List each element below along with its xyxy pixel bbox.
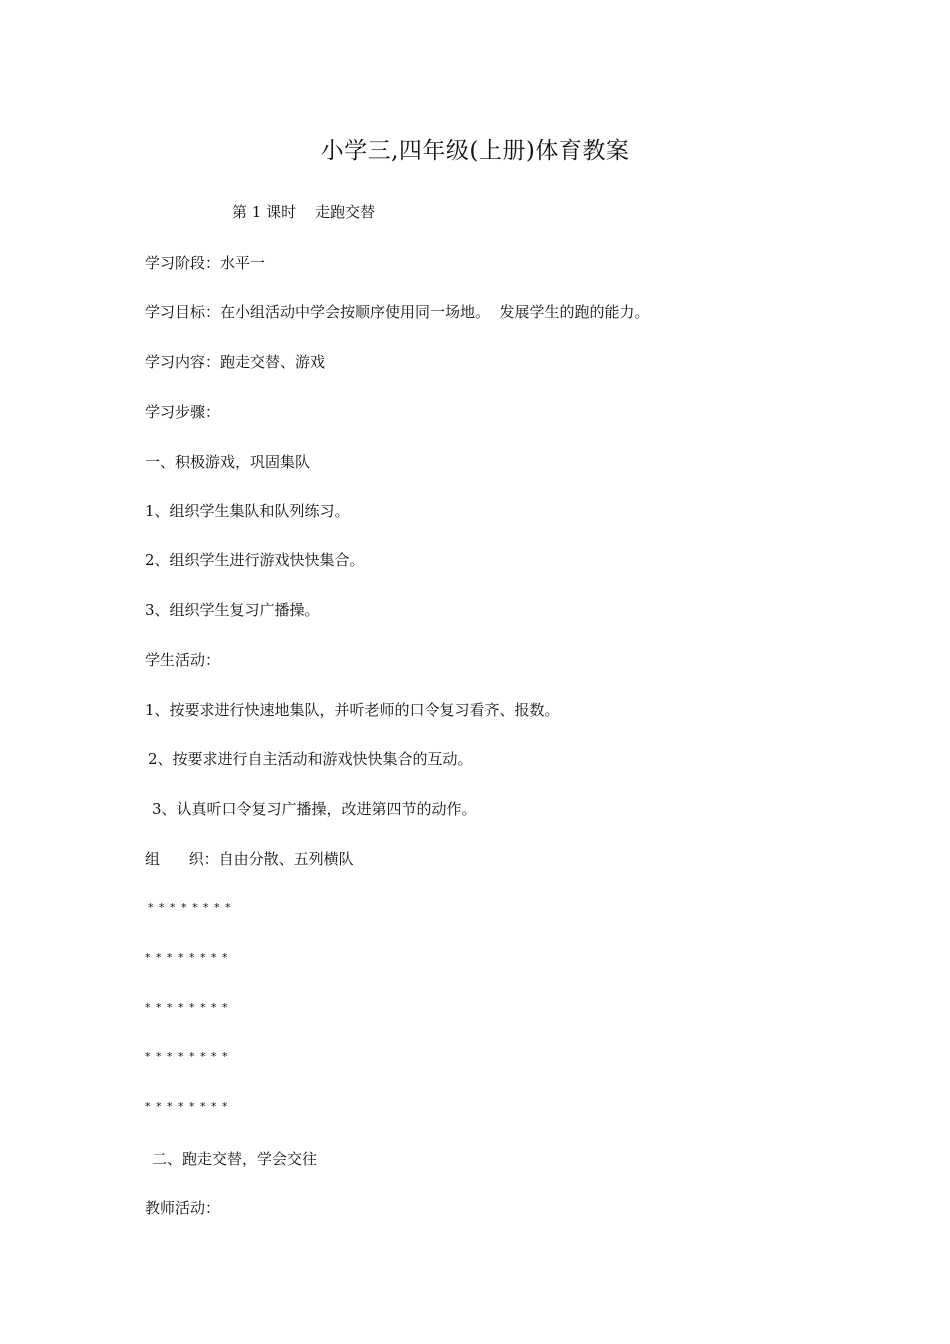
formation-row: * * * * * * * * [145, 1001, 229, 1014]
teacher-step-item: 3、组织学生复习广播操。 [145, 601, 320, 619]
formation-row: * * * * * * * * [145, 1050, 229, 1063]
formation-row: * * * * * * * * [148, 901, 232, 914]
student-activity-item: 2、按要求进行自主活动和游戏快快集合的互动。 [148, 750, 473, 768]
learning-steps-heading: 学习步骤： [145, 403, 221, 421]
learning-goal: 学习目标：在小组活动中学会按顺序使用同一场地。 发展学生的跑的能力。 [145, 303, 650, 321]
learning-content: 学习内容：跑走交替、游戏 [145, 353, 326, 371]
student-activity-heading: 学生活动： [145, 651, 221, 669]
document-title: 小学三,四年级(上册)体育教案 [320, 138, 630, 164]
lesson-subtitle: 第 1 课时 走跑交替 [232, 203, 376, 221]
teacher-step-item: 2、组织学生进行游戏快快集合。 [145, 551, 365, 569]
student-activity-item: 3、认真听口令复习广播操，改进第四节的动作。 [152, 800, 477, 818]
teacher-activity-heading: 教师活动： [145, 1199, 221, 1217]
section-two-heading: 二、跑走交替，学会交往 [152, 1150, 318, 1168]
student-activity-item: 1、按要求进行快速地集队，并听老师的口令复习看齐、报数。 [145, 701, 560, 719]
formation-row: * * * * * * * * [145, 951, 229, 964]
section-one-heading: 一、积极游戏，巩固集队 [145, 453, 311, 471]
learning-stage: 学习阶段：水平一 [145, 254, 266, 272]
organization-line: 组 织：自由分散、五列横队 [145, 850, 354, 868]
teacher-step-item: 1、组织学生集队和队列练习。 [145, 502, 350, 520]
formation-row: * * * * * * * * [145, 1100, 229, 1113]
